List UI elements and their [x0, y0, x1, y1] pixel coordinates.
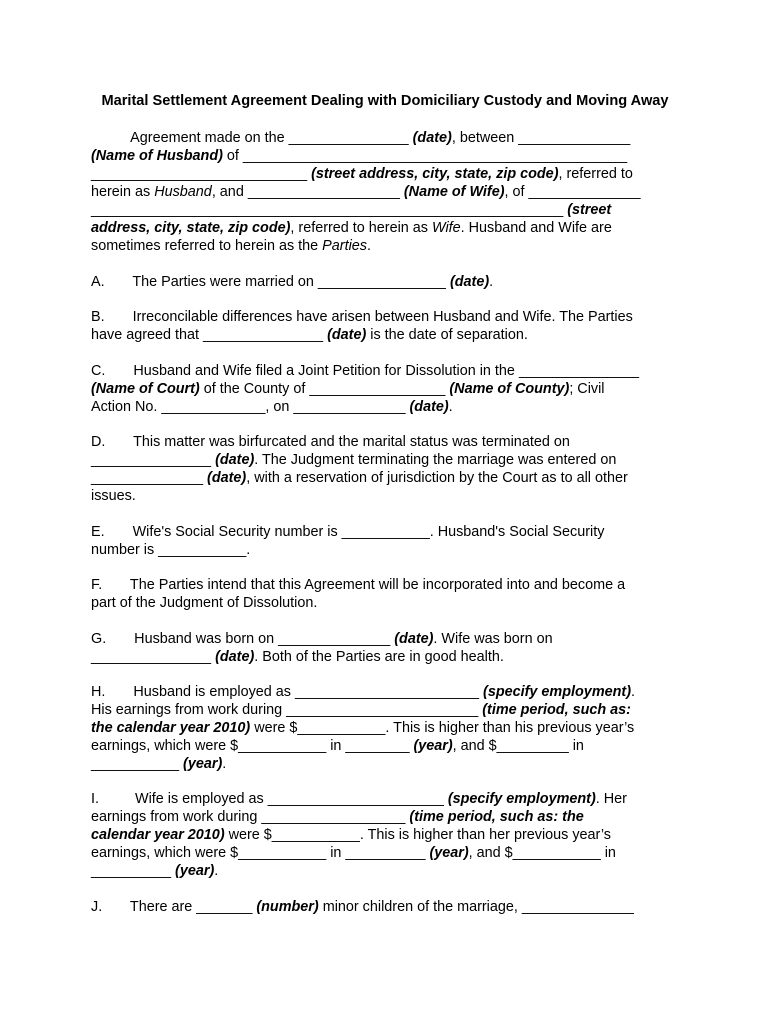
text-segment: .	[489, 274, 494, 290]
text-segment: ___________	[91, 756, 184, 772]
text-segment: ; Civil	[569, 381, 605, 397]
text-line	[91, 755, 226, 773]
text-segment: __________	[91, 863, 176, 879]
text-segment: ___________________________________________________________	[91, 202, 568, 218]
text-segment: G. Husband was born on ______________	[91, 631, 395, 647]
text-segment: earnings, which were $___________ in ________	[91, 738, 414, 754]
text-segment: Action No. _____________, on ______________	[91, 399, 410, 415]
text-line	[91, 183, 641, 201]
field-hint: (year)	[183, 756, 223, 772]
text-line	[91, 576, 625, 594]
text-segment: Parties	[322, 238, 367, 254]
text-line	[91, 147, 627, 165]
text-line	[91, 201, 611, 219]
text-segment: earnings, which were $___________ in __________	[91, 845, 430, 861]
text-line	[91, 541, 250, 559]
text-segment: number is ___________.	[91, 542, 251, 558]
text-line	[91, 826, 611, 844]
text-segment: . Wife was born on	[433, 631, 553, 647]
field-hint: (date)	[449, 274, 490, 290]
text-segment: E. Wife's Social Security number is ___________. Husband's Social Security	[91, 524, 605, 540]
text-segment: , and $___________ in	[468, 845, 616, 861]
text-segment: ______________	[91, 470, 208, 486]
text-segment: , and $_________ in	[452, 738, 584, 754]
text-line	[91, 630, 553, 648]
field-hint: (date)	[409, 399, 449, 415]
field-hint: address, city, state, zip code)	[91, 220, 291, 236]
text-segment: , between ______________	[451, 130, 631, 146]
field-hint: (specify employment)	[483, 684, 631, 700]
text-segment: J. There are _______	[91, 899, 257, 915]
text-line	[91, 362, 639, 380]
text-segment: of the County of _________________	[199, 381, 450, 397]
text-segment: issues.	[91, 488, 136, 504]
field-hint: (date)	[394, 631, 434, 647]
text-segment: Wife	[432, 220, 461, 236]
text-line	[91, 701, 631, 719]
text-line	[91, 326, 528, 344]
text-segment: minor children of the marriage, ______________	[318, 899, 634, 915]
text-segment: _______________	[91, 452, 216, 468]
text-line	[91, 719, 634, 737]
text-line	[91, 594, 317, 612]
text-segment: is the date of separation.	[366, 327, 528, 343]
text-line	[91, 237, 371, 255]
text-segment: were $___________. This is higher than his previous year’s	[250, 720, 635, 736]
text-segment: C. Husband and Wife filed a Joint Petition for Dissolution in the _______________	[91, 363, 639, 379]
text-segment: , referred to	[558, 166, 633, 182]
text-segment: of ________________________________________________	[222, 148, 628, 164]
text-segment: , referred to herein as	[290, 220, 432, 236]
text-line	[91, 451, 616, 469]
text-segment: Agreement made on the _______________	[91, 130, 413, 146]
text-segment: part of the Judgment of Dissolution.	[91, 595, 318, 611]
text-segment: ___________________________	[91, 166, 312, 182]
text-line	[91, 737, 584, 755]
field-hint: (street	[567, 202, 612, 218]
text-segment: .	[631, 684, 635, 700]
text-line	[91, 219, 612, 237]
text-segment: Husband	[154, 184, 212, 200]
field-hint: (year)	[175, 863, 215, 879]
text-segment: D. This matter was birfurcated and the marital status was terminated on	[91, 434, 570, 450]
field-hint: (date)	[207, 470, 247, 486]
text-line	[91, 398, 453, 416]
text-line	[91, 273, 493, 291]
field-hint: (year)	[429, 845, 469, 861]
text-segment: I. Wife is employed as ______________________	[91, 791, 448, 807]
text-segment: .	[222, 756, 227, 772]
field-hint: (Name of Court)	[91, 381, 200, 397]
text-line	[91, 433, 570, 451]
text-segment: have agreed that _______________	[91, 327, 328, 343]
text-line	[91, 862, 218, 880]
text-segment: .	[214, 863, 219, 879]
text-line	[91, 808, 584, 826]
text-segment: . Both of the Parties are in good health.	[254, 649, 504, 665]
text-line	[91, 165, 633, 183]
text-segment: were $___________. This is higher than her previous year’s	[224, 827, 612, 843]
text-segment: sometimes referred to herein as the	[91, 238, 323, 254]
field-hint: (date)	[215, 649, 255, 665]
text-segment: . Her	[595, 791, 627, 807]
field-hint: (date)	[215, 452, 255, 468]
text-segment: , with a reservation of jurisdiction by the Court as to all other	[246, 470, 628, 486]
text-segment: earnings from work during __________________	[91, 809, 410, 825]
text-line	[91, 469, 628, 487]
text-line	[91, 523, 604, 541]
text-segment: His earnings from work during ________________________	[91, 702, 483, 718]
field-hint: (Name of County)	[449, 381, 570, 397]
field-hint: calendar year 2010)	[91, 827, 225, 843]
text-line	[91, 898, 634, 916]
text-segment: , and ___________________	[211, 184, 404, 200]
text-segment: . The Judgment terminating the marriage was entered on	[254, 452, 617, 468]
field-hint: (number)	[256, 899, 319, 915]
field-hint: (specify employment)	[447, 791, 596, 807]
text-line	[91, 380, 605, 398]
text-segment: _______________	[91, 649, 216, 665]
text-segment: A. The Parties were married on ________________	[91, 274, 450, 290]
text-line	[91, 844, 616, 862]
text-line	[91, 129, 630, 147]
field-hint: the calendar year 2010)	[91, 720, 251, 736]
text-segment: F. The Parties intend that this Agreement will be incorporated into and become a	[91, 577, 626, 593]
text-line	[91, 683, 635, 701]
field-hint: (time period, such as: the	[409, 809, 584, 825]
text-line	[91, 790, 627, 808]
page-title: Marital Settlement Agreement Dealing with Domiciliary Custody and Moving Away	[101, 93, 669, 109]
text-line	[91, 648, 504, 666]
field-hint: (Name of Husband)	[91, 148, 223, 164]
text-segment: H. Husband is employed as _______________________	[91, 684, 484, 700]
text-line	[91, 487, 136, 505]
text-line	[91, 308, 633, 326]
text-segment: B. Irreconcilable differences have arisen between Husband and Wife. The Parties	[91, 309, 633, 325]
field-hint: (street address, city, state, zip code)	[311, 166, 559, 182]
field-hint: (date)	[412, 130, 452, 146]
text-segment: .	[448, 399, 453, 415]
field-hint: (year)	[413, 738, 453, 754]
field-hint: (date)	[327, 327, 367, 343]
text-segment: .	[366, 238, 371, 254]
text-segment: herein as	[91, 184, 155, 200]
field-hint: (time period, such as:	[482, 702, 631, 718]
field-hint: (Name of Wife)	[403, 184, 505, 200]
text-segment: . Husband and Wife are	[460, 220, 612, 236]
text-segment: , of ______________	[504, 184, 641, 200]
